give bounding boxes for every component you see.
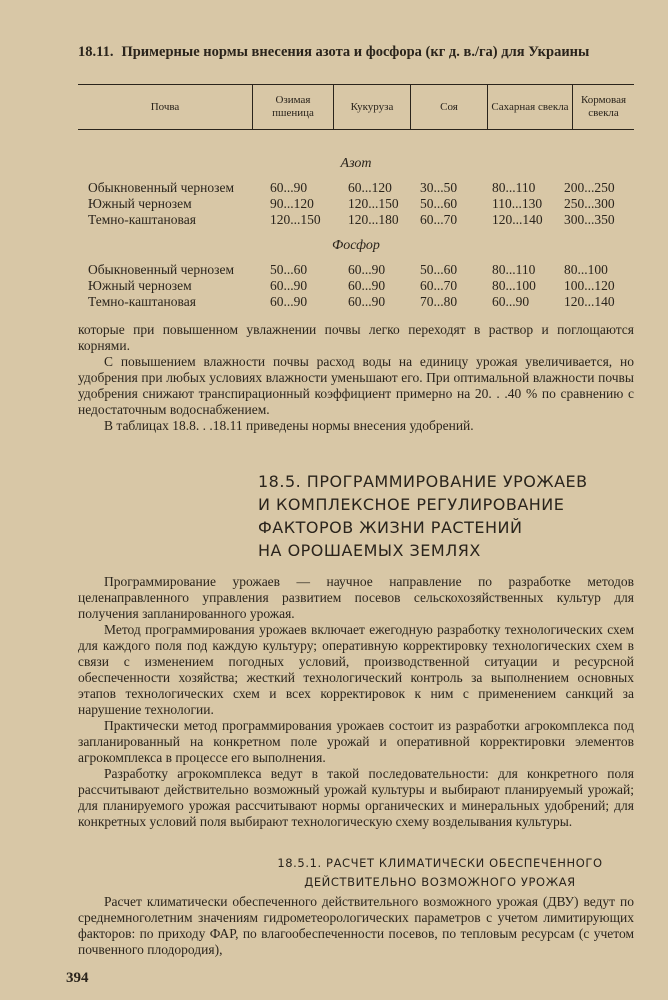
- cell: 120...180: [348, 212, 399, 227]
- cell: Южный чернозем: [88, 278, 192, 293]
- column-header: Сахарная свекла: [488, 85, 573, 130]
- cell: 120...140: [564, 294, 615, 309]
- cell: 120...140: [492, 212, 543, 227]
- paragraph: С повышением влажности почвы расход воды на единицу урожая увеличивается, но удобрения при любых условиях влажности уменьшают его. При оптимальной влажности почвы удобрения снижают транспирационный коэффициент примерно на 20. . .40 % по сравнению с недостаточным водоснабжением.: [78, 354, 634, 417]
- cell: 250...300: [564, 196, 615, 211]
- cell: 80...110: [492, 180, 536, 195]
- cell: 50...60: [270, 262, 308, 277]
- cell: 60...90: [270, 294, 308, 309]
- cell: 200...250: [564, 180, 615, 195]
- column-header: Кукуруза: [334, 85, 411, 130]
- cell: Темно-каштановая: [88, 212, 196, 227]
- cell: 60...90: [348, 294, 386, 309]
- paragraph: Практически метод программирования урожаев состоит из разработки агрокомплекса под запланированный на конкретном поле урожай и оперативной корректировки элементов агрокомплекса в процессе его выполнения.: [78, 718, 634, 765]
- table-row: [78, 294, 634, 310]
- cell: 100...120: [564, 278, 615, 293]
- cell: 60...90: [270, 180, 308, 195]
- column-header: Почва: [78, 85, 253, 130]
- cell: 70...80: [420, 294, 458, 309]
- cell: 60...90: [348, 278, 386, 293]
- cell: 80...100: [564, 262, 608, 277]
- column-header: Соя: [411, 85, 488, 130]
- cell: 80...110: [492, 262, 536, 277]
- cell: 60...70: [420, 212, 458, 227]
- body-text-bottom: [78, 894, 634, 958]
- table-row: [78, 278, 634, 294]
- heading-line: И КОМПЛЕКСНОЕ РЕГУЛИРОВАНИЕ: [258, 495, 565, 514]
- cell: 80...100: [492, 278, 536, 293]
- table-row: [78, 196, 634, 212]
- heading-line: 18.5. ПРОГРАММИРОВАНИЕ УРОЖАЕВ: [258, 472, 588, 491]
- cell: 50...60: [420, 262, 458, 277]
- cell: Южный чернозем: [88, 196, 192, 211]
- column-header: Озимая пшеница: [253, 85, 334, 130]
- table-row: [78, 180, 634, 196]
- cell: 120...150: [348, 196, 399, 211]
- cell: 60...90: [492, 294, 530, 309]
- cell: 30...50: [420, 180, 458, 195]
- table-section-label: Фосфор: [332, 238, 380, 253]
- table-section-label: Азот: [340, 156, 372, 171]
- cell: Темно-каштановая: [88, 294, 196, 309]
- heading-line: НА ОРОШАЕМЫХ ЗЕМЛЯХ: [258, 541, 481, 560]
- body-text-main: [78, 574, 634, 830]
- paragraph: которые при повышенном увлажнении почвы легко переходят в раствор и поглощаются корнями.: [78, 322, 634, 353]
- paragraph: Метод программирования урожаев включает ежегодную разработку технологических схем для каждого поля под каждую культуру; оперативную корректировку технологических схем в связи с изменением погодных условий, производственной ситуации и ресурсной обеспеченности хозяйства; жесткий технологический контроль за выполнением основных этапов технологических схем и всех корректировок к ним с применением санкций за нарушение технологии.: [78, 622, 634, 717]
- subsection-heading: [250, 854, 630, 892]
- cell: 50...60: [420, 196, 458, 211]
- table-number: 18.11.: [78, 44, 114, 60]
- cell: 120...150: [270, 212, 321, 227]
- cell: 60...90: [348, 262, 386, 277]
- table-row: [78, 212, 634, 228]
- table-header: [78, 84, 634, 130]
- body-text-top: [78, 322, 634, 434]
- table-caption: [78, 44, 638, 61]
- cell: 110...130: [492, 196, 543, 211]
- cell: Обыкновенный чернозем: [88, 180, 235, 195]
- table-title: Примерные нормы внесения азота и фосфора (кг д. в./га) для Украины: [121, 44, 590, 60]
- cell: 300...350: [564, 212, 615, 227]
- heading-line: ФАКТОРОВ ЖИЗНИ РАСТЕНИЙ: [258, 518, 523, 537]
- cell: 60...120: [348, 180, 392, 195]
- paragraph: Программирование урожаев — научное направление по разработке методов целенаправленного управления развитием посевов сельскохозяйственных культур для получения запланированного урожая.: [78, 574, 634, 621]
- cell: 90...120: [270, 196, 314, 211]
- cell: Обыкновенный чернозем: [88, 262, 235, 277]
- section-heading: [258, 470, 618, 562]
- page-number: 394: [66, 970, 89, 986]
- cell: 60...90: [270, 278, 308, 293]
- cell: 60...70: [420, 278, 458, 293]
- paragraph: Разработку агрокомплекса ведут в такой последовательности: для конкретного поля рассчитывают действительно возможный урожай культуры и выбирают планируемый урожай; для планируемого урожая рассчитывают нормы органических и минеральных удобрений; для конкретных условий поля выбирают технологическую схему возделывания культуры.: [78, 766, 634, 829]
- table-row: [78, 262, 634, 278]
- paragraph: Расчет климатически обеспеченного действительного возможного урожая (ДВУ) ведут по среднемноголетним значениям гидрометеорологических параметров с учетом лимитирующих факторов: по приходу ФАР, по влагообеспеченности посевов, по тепловым ресурсам (с учетом почвенного плодородия),: [78, 894, 634, 957]
- paragraph: В таблицах 18.8. . .18.11 приведены нормы внесения удобрений.: [104, 418, 474, 433]
- heading-line: 18.5.1. РАСЧЕТ КЛИМАТИЧЕСКИ ОБЕСПЕЧЕННОГО: [277, 856, 603, 870]
- column-header: Кормовая свекла: [573, 85, 635, 130]
- heading-line: ДЕЙСТВИТЕЛЬНО ВОЗМОЖНОГО УРОЖАЯ: [304, 875, 576, 889]
